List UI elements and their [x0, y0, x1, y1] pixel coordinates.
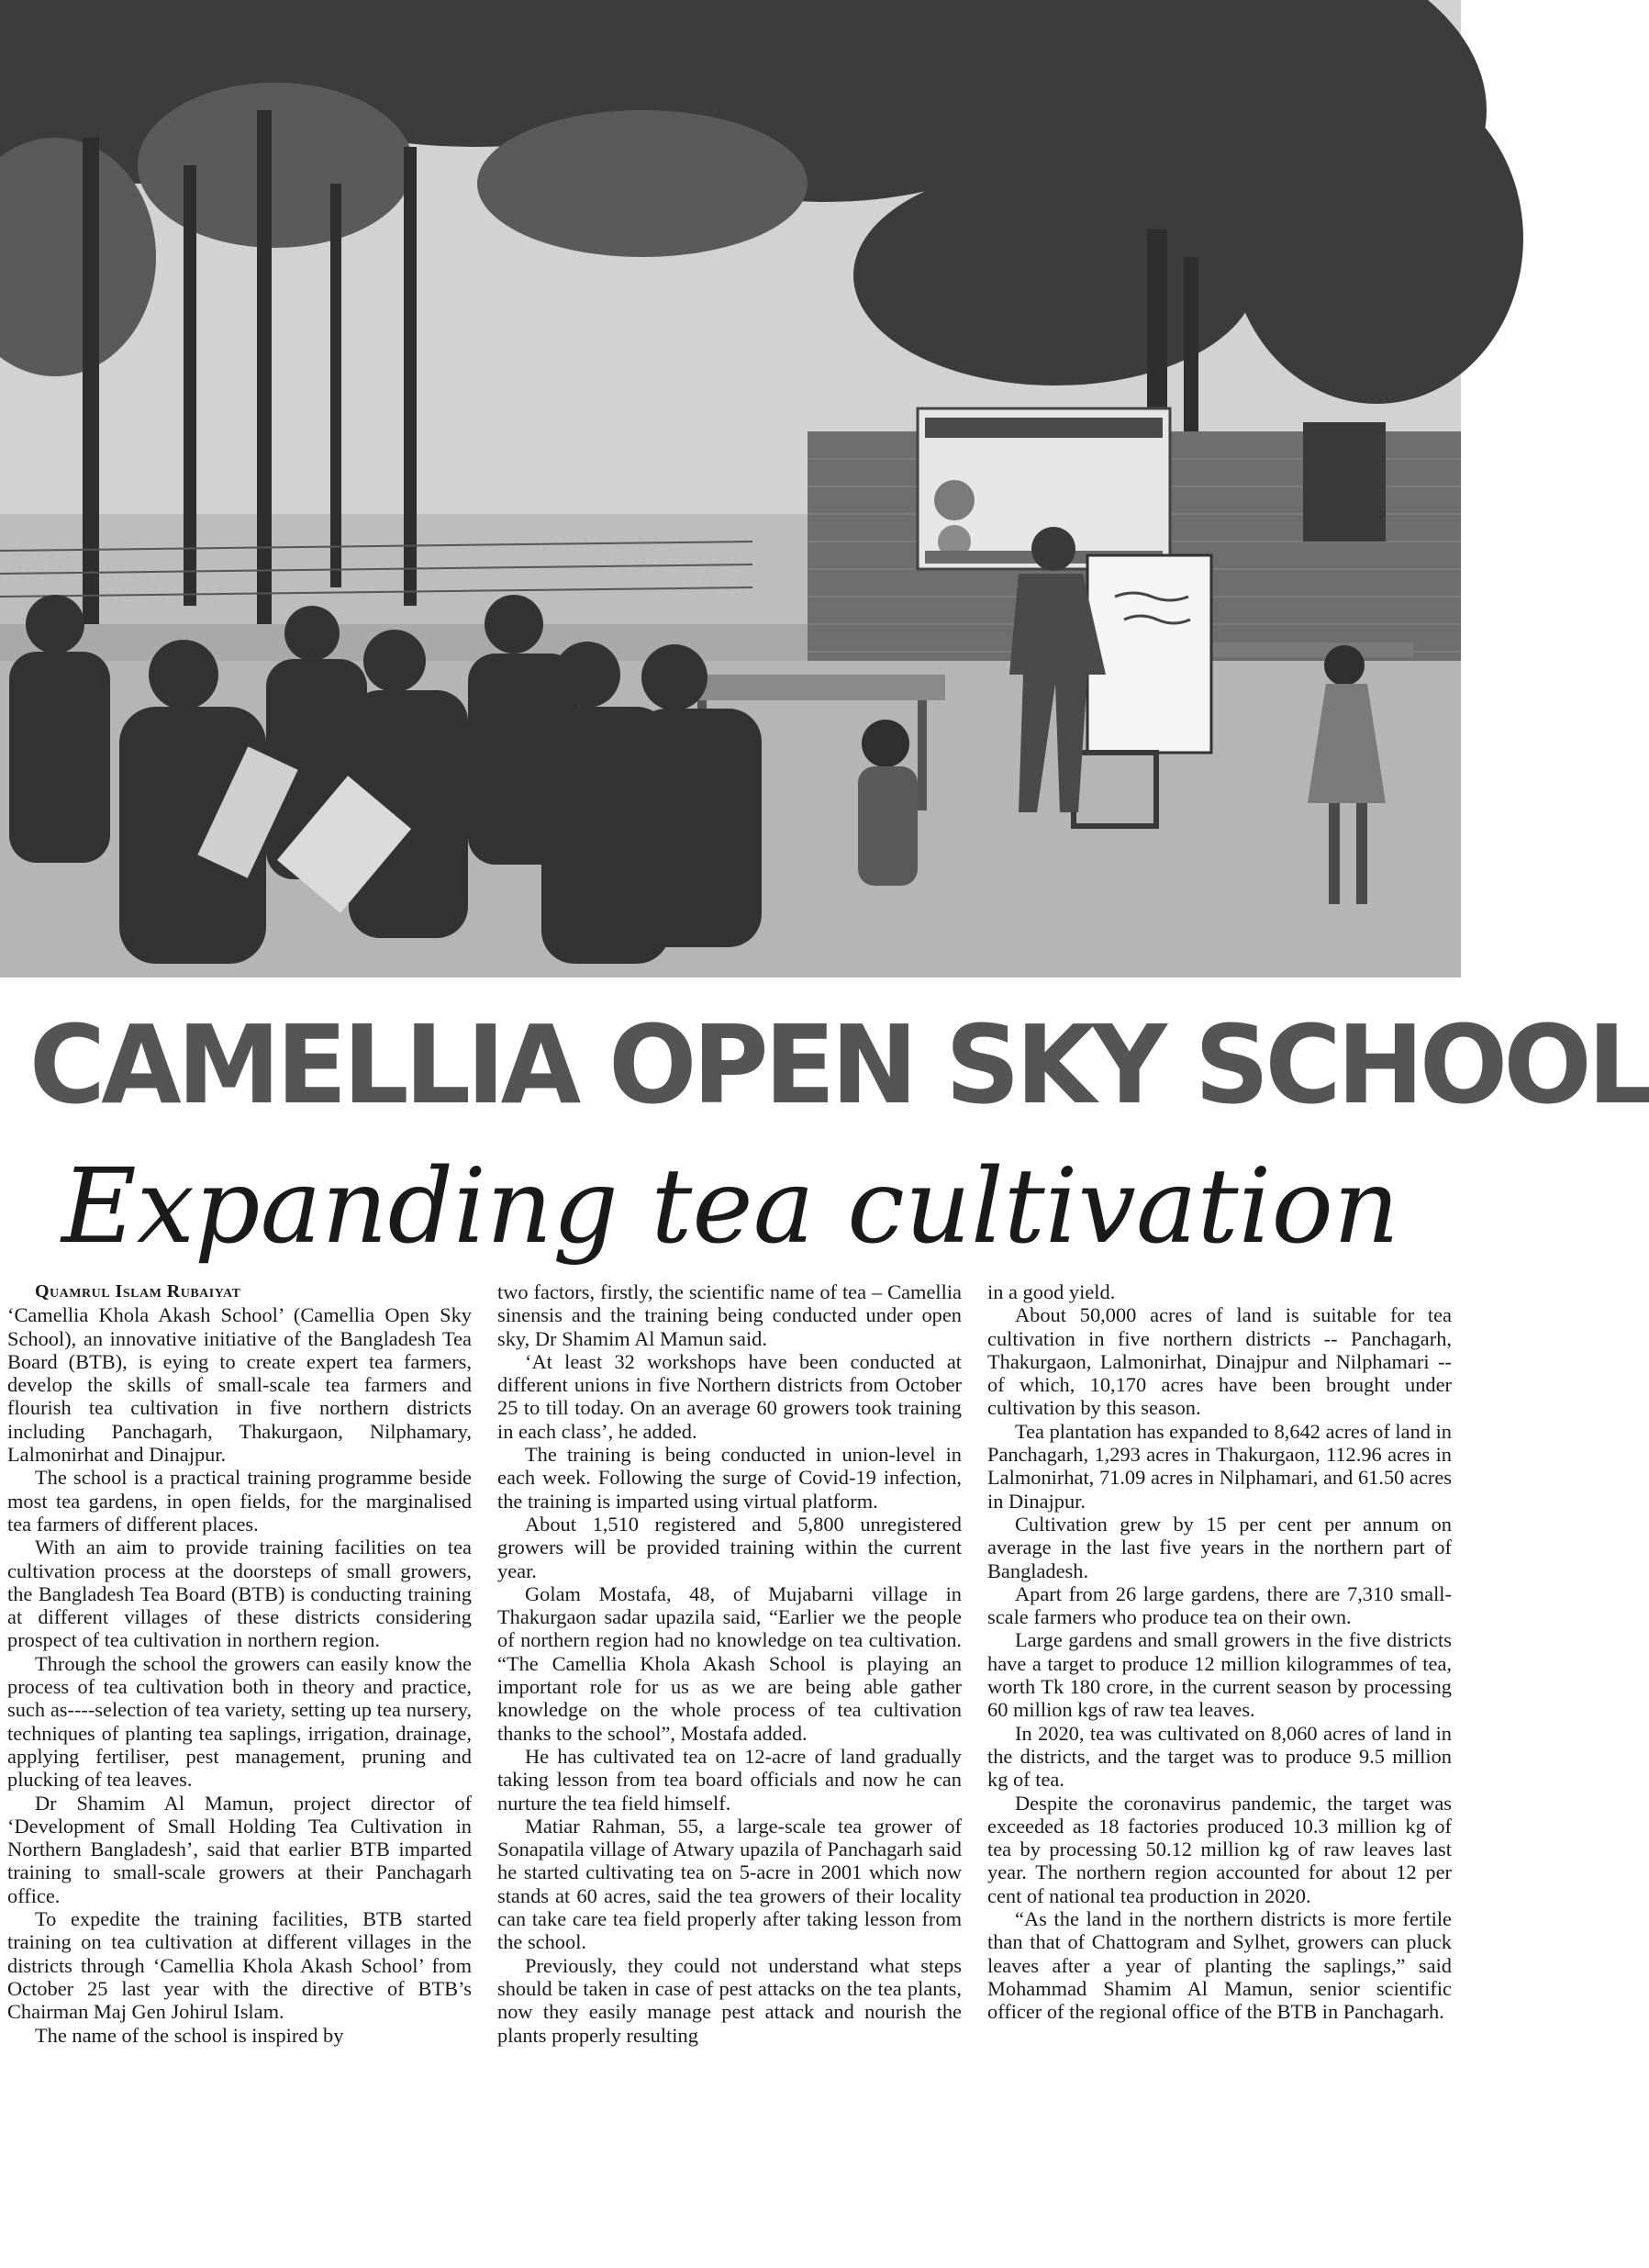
paragraph: Large gardens and small growers in the five districts have a target to produce 12 million kilogrammes of tea, worth Tk 180 crore, in the current season by processing 60 million kgs of raw tea leaves. — [987, 1628, 1452, 1722]
paragraph: ‘Camellia Khola Akash School’ (Camellia Open Sky School), an innovative initiative of the Bangladesh Tea Board (BTB), is eying to create expert tea farmers, develop the skills of small-scale tea farmers and flourish tea cultivation in five northern districts including Panchagarh, Thakurgaon, Nilphamary, Lalmonirhat and Dinajpur. — [7, 1303, 472, 1467]
headline: CAMELLIA OPEN SKY SCHOOL — [28, 1001, 1649, 1128]
paragraph: About 50,000 acres of land is suitable for tea cultivation in five northern districts -- Panchagarh, Thakurgaon, Lalmonirhat, Dinajpur and Nilphamari -- of which, 10,170 acres have been brought under cultivation by this season. — [987, 1303, 1452, 1420]
paragraph: “As the land in the northern districts is more fertile than that of Chattogram and Sylhet, growers can pluck leaves after a year of planting the saplings,” said Mohammad Shamim Al Mamun, senior scientific officer of the regional office of the BTB in Panchagarh. — [987, 1907, 1452, 2024]
paragraph: The name of the school is inspired by — [35, 2023, 344, 2047]
paragraph: To expedite the training facilities, BTB started training on tea cultivation at different villages in the districts through ‘Camellia Khola Akash School’ from October 25 last year with the directive of BTB’s Chairman Maj Gen Johirul Islam. — [7, 1907, 472, 2024]
paragraph: Apart from 26 large gardens, there are 7,310 small-scale farmers who produce tea on their own. — [987, 1581, 1452, 1629]
paragraph: Dr Shamim Al Mamun, project director of ‘Development of Small Holding Tea Cultivation in Northern Bangladesh’, said that earlier BTB imparted training to small-scale growers at their Panchagarh office. — [7, 1791, 472, 1907]
article-column-1 — [7, 1280, 472, 2262]
paragraph: ‘At least 32 workshops have been conducted at different unions in five Northern districts from October 25 to till today. On an average 60 growers took training in each class’, he added. — [497, 1349, 962, 1443]
paragraph: Cultivation grew by 15 per cent per annum on average in the last five years in the northern part of Bangladesh. — [987, 1512, 1452, 1582]
byline: Quamrul Islam Rubaiyat — [35, 1281, 241, 1302]
paragraph: in a good yield. — [987, 1280, 1116, 1303]
article-column-2 — [497, 1280, 962, 2262]
paragraph: two factors, firstly, the scientific name of tea – Camellia sinensis and the training being conducted under open sky, Dr Shamim Al Mamun said. — [497, 1280, 962, 1350]
paragraph: Despite the coronavirus pandemic, the target was exceeded as 18 factories produced 10.3 million kg of tea by processing 50.12 million kg of raw leaves last year. The northern region accounted for about 12 per cent of national tea production in 2020. — [987, 1791, 1452, 1907]
paragraph: The school is a practical training programme beside most tea gardens, in open fields, for the marginalised tea farmers of different places. — [7, 1466, 472, 1536]
paragraph: Tea plantation has expanded to 8,642 acres of land in Panchagarh, 1,293 acres in Thakurgaon, 112.96 acres in Lalmonirhat, 71.09 acres in Nilphamari, and 61.50 acres in Dinajpur. — [987, 1419, 1452, 1513]
paragraph: About 1,510 registered and 5,800 unregistered growers will be provided training within the current year. — [497, 1512, 962, 1582]
paragraph: He has cultivated tea on 12-acre of land gradually taking lesson from tea board officials and now he can nurture the tea field himself. — [497, 1744, 962, 1815]
article-column-3 — [987, 1280, 1452, 2262]
paragraph: Previously, they could not understand what steps should be taken in case of pest attacks on the tea plants, now they easily manage pest attack and nourish the plants properly resulting — [497, 1953, 962, 2047]
paragraph: The training is being conducted in union-level in each week. Following the surge of Covid-19 infection, the training is imparted using virtual platform. — [497, 1443, 962, 1513]
article-body — [7, 1280, 1454, 2262]
subheadline: Expanding tea cultivation — [61, 1147, 1400, 1267]
paragraph: Matiar Rahman, 55, a large-scale tea grower of Sonapatila village of Atwary upazila of Panchagarh said he started cultivating tea on 5-acre in 2001 which now stands at 60 acres, said the tea growers of their locality can take care tea field properly after taking lesson from the school. — [497, 1814, 962, 1954]
article-photo — [0, 0, 1461, 978]
paragraph: Golam Mostafa, 48, of Mujabarni village in Thakurgaon sadar upazila said, “Earlier we the people of northern region had no knowledge on tea cultivation. “The Camellia Khola Akash School is playing an important role for us as we are being able gather knowledge on the whole process of tea cultivation thanks to the school”, Mostafa added. — [497, 1581, 962, 1745]
paragraph: Through the school the growers can easily know the process of tea cultivation both in theory and practice, such as----selection of tea variety, setting up tea nursery, techniques of planting tea saplings, irrigation, drainage, applying fertiliser, pest management, pruning and plucking of tea leaves. — [7, 1651, 472, 1792]
paragraph: In 2020, tea was cultivated on 8,060 acres of land in the districts, and the target was to produce 9.5 million kg of tea. — [987, 1721, 1452, 1792]
paragraph: With an aim to provide training facilities on tea cultivation process at the doorsteps of small growers, the Bangladesh Tea Board (BTB) is conducting training at different villages of these districts considering prospect of tea cultivation in northern region. — [7, 1536, 472, 1652]
